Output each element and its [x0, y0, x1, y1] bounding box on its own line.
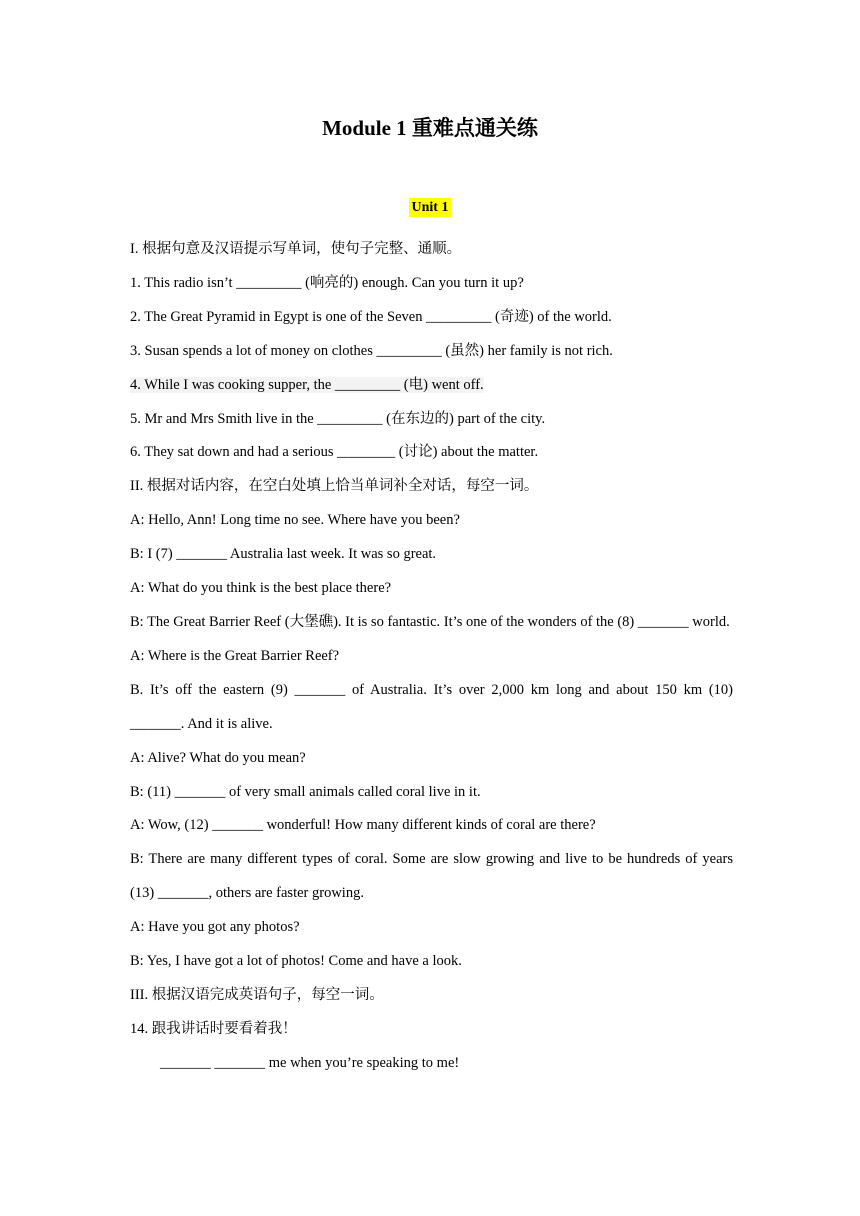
- question-5: 5. Mr and Mrs Smith live in the _________ (在东边的) part of the city.: [130, 410, 546, 427]
- dialogue-line: B: Yes, I have got a lot of photos! Come and have a look.: [130, 953, 462, 970]
- dialogue-line: B: There are many different types of coral. Some are slow growing and live to be hundreds of years (13) _______, others are faster growing.: [130, 851, 733, 902]
- question-4: [130, 369, 733, 403]
- dialogue-line: B: The Great Barrier Reef (大堡礁). It is so fantastic. It’s one of the wonders of the (8) _______ world.: [130, 613, 730, 630]
- dialogue-line: A: Hello, Ann! Long time no see. Where have you been?: [130, 512, 460, 529]
- unit-label: Unit 1: [409, 198, 452, 217]
- question-6: 6. They sat down and had a serious ________ (讨论) about the matter.: [130, 444, 539, 461]
- section-1-heading: I. 根据句意及汉语提示写单词，使句子完整、通顺。: [130, 241, 462, 257]
- question-2: 2. The Great Pyramid in Egypt is one of the Seven _________ (奇迹) of the world.: [130, 308, 612, 325]
- question-14: 14. 跟我讲话时要看着我！: [130, 1020, 297, 1037]
- dialogue-line: B. It’s off the eastern (9) _______ of Australia. It’s over 2,000 km long and about 150 km (10) _______. And it is alive.: [130, 681, 733, 732]
- unit-heading: [0, 198, 860, 218]
- question-3: 3. Susan spends a lot of money on clothes _________ (虽然) her family is not rich.: [130, 342, 613, 359]
- question-4-text: 4. While I was cooking supper, the _________ (电) went off.: [130, 376, 484, 393]
- dialogue-line: A: Have you got any photos?: [130, 919, 300, 936]
- dialogue-line: A: Alive? What do you mean?: [130, 749, 306, 766]
- dialogue-line: A: Where is the Great Barrier Reef?: [130, 647, 340, 664]
- exercise-content: [130, 233, 733, 1081]
- dialogue-line: B: (11) _______ of very small animals called coral live in it.: [130, 783, 481, 800]
- section-3-heading: III. 根据汉语完成英语句子，每空一词。: [130, 986, 384, 1003]
- dialogue-line: A: Wow, (12) _______ wonderful! How many different kinds of coral are there?: [130, 817, 596, 834]
- dialogue-line: B: I (7) _______ Australia last week. It was so great.: [130, 546, 437, 563]
- section-2-heading: II. 根据对话内容，在空白处填上恰当单词补全对话，每空一词。: [130, 478, 539, 495]
- question-1: 1. This radio isn’t _________ (响亮的) enough. Can you turn it up?: [130, 274, 524, 291]
- question-14-answer: _______ _______ me when you’re speaking to me!: [160, 1054, 460, 1071]
- page-title: Module 1 重难点通关练: [322, 116, 538, 140]
- dialogue-line: A: What do you think is the best place there?: [130, 580, 392, 597]
